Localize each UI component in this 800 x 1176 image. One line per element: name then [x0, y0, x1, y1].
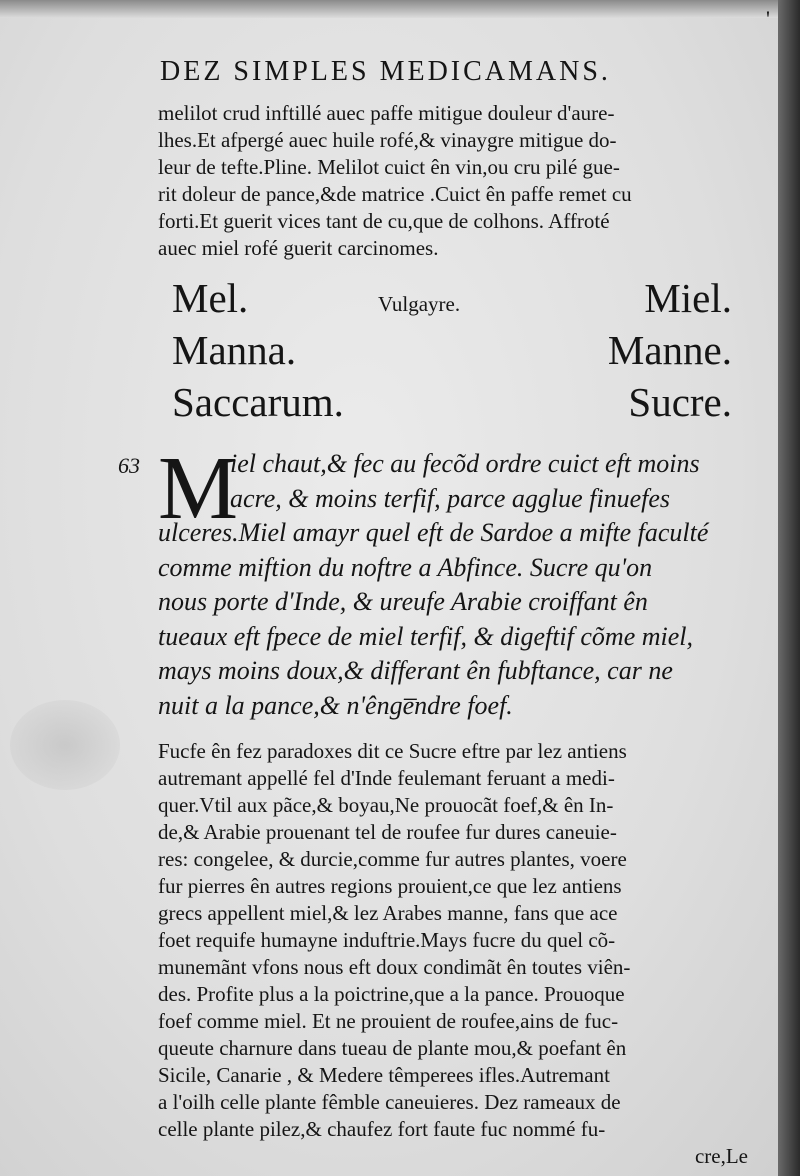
paragraph-sucre — [158, 738, 748, 1170]
page-gutter-shadow — [778, 0, 800, 1176]
text-line: tueaux eft fpece de miel terfif, & digeftif cõme miel, — [158, 621, 693, 651]
paragraph-miel — [158, 447, 748, 723]
text-line: foef comme miel. Et ne prouient de roufee,ains de fuc- — [158, 1009, 619, 1033]
vulgayre-label: Vulgayre. — [378, 292, 461, 316]
french-name: Sucre. — [628, 379, 732, 425]
latin-name: Mel. — [172, 275, 249, 321]
french-names-column — [608, 272, 732, 428]
text-line: grecs appellent miel,& lez Arabes manne, fans que ace — [158, 901, 618, 925]
text-line: Sicile, Canarie , & Medere têmperees ifles.Autremant — [158, 1063, 610, 1087]
text-line: fur pierres ên autres regions prouient,ce que lez antiens — [158, 874, 622, 898]
text-line: des. Profite plus a la poictrine,que a la pance. Prouoque — [158, 982, 625, 1006]
page-top-edge — [0, 0, 800, 18]
text-line: autremant appellé fel d'Inde feulemant feruant a medi- — [158, 766, 615, 790]
text-line: melilot crud inftillé auec paffe mitigue douleur d'aure- — [158, 101, 615, 125]
french-name: Miel. — [644, 275, 732, 321]
text-line: Fucfe ên fez paradoxes dit ce Sucre eftre par lez antiens — [158, 739, 627, 763]
drop-initial: M — [158, 439, 239, 538]
text-line: nuit a la pance,& n'ênge̅ndre foef. — [158, 690, 513, 720]
french-name: Manne. — [607, 327, 732, 373]
text-line: queute charnure dans tueau de plante mou,& poefant ên — [158, 1036, 627, 1060]
name-table — [172, 272, 732, 425]
latin-name: Saccarum. — [172, 379, 344, 425]
text-line: ulceres.Miel amayr quel eft de Sardoe a mifte faculté — [158, 518, 709, 547]
text-line: mays moins doux,& differant ên fubftance, car ne — [158, 656, 673, 685]
text-line: munemãnt vfons nous eft doux condimãt ên toutes viên- — [158, 955, 631, 979]
text-line: celle plante pilez,& chaufez fort faute fuc nommé fu- — [158, 1117, 606, 1141]
page-mark: ' — [766, 6, 770, 31]
text-line: lhes.Et afpergé auec huile rofé,& vinaygre mitigue do- — [158, 128, 617, 152]
text-line: leur de tefte.Pline. Melilot cuict ên vin,ou cru pilé gue- — [158, 155, 620, 179]
text-line: de,& Arabie prouenant tel de roufee fur dures caneuie- — [158, 820, 617, 844]
text-line: rit doleur de pance,&de matrice .Cuict ên paffe remet cu — [158, 182, 632, 206]
latin-names-column — [172, 272, 344, 428]
text-line: iel chaut,& fec au fecõd ordre cuict eft moins — [230, 449, 700, 478]
paper-stain — [10, 700, 120, 790]
text-line: foet requife humayne induftrie.Mays fucre du quel cõ- — [158, 928, 616, 952]
text-line: res: congelee, & durcie,comme fur autres plantes, voere — [158, 847, 627, 871]
text-line: acre, & moins terfif, parce agglue finuefes — [230, 483, 670, 513]
text-line: auec miel rofé guerit carcinomes. — [158, 236, 439, 260]
text-line: nous porte d'Inde, & ureufe Arabie croiffant ên — [158, 587, 648, 616]
margin-number: 63 — [118, 453, 140, 478]
text-line: forti.Et guerit vices tant de cu,que de colhons. Affroté — [158, 209, 610, 233]
latin-name: Manna. — [172, 327, 297, 373]
catchword: cre,Le — [694, 1144, 748, 1168]
text-line: a l'oilh celle plante fêmble caneuieres. Dez rameaux de — [158, 1090, 621, 1114]
text-line: comme miftion du noftre a Abfince. Sucre qu'on — [158, 552, 653, 582]
paragraph-melilot — [158, 100, 748, 262]
text-line: quer.Vtil aux pãce,& boyau,Ne prouocãt foef,& ên In- — [158, 793, 614, 817]
running-head: DEZ SIMPLES MEDICAMANS. — [160, 56, 611, 87]
